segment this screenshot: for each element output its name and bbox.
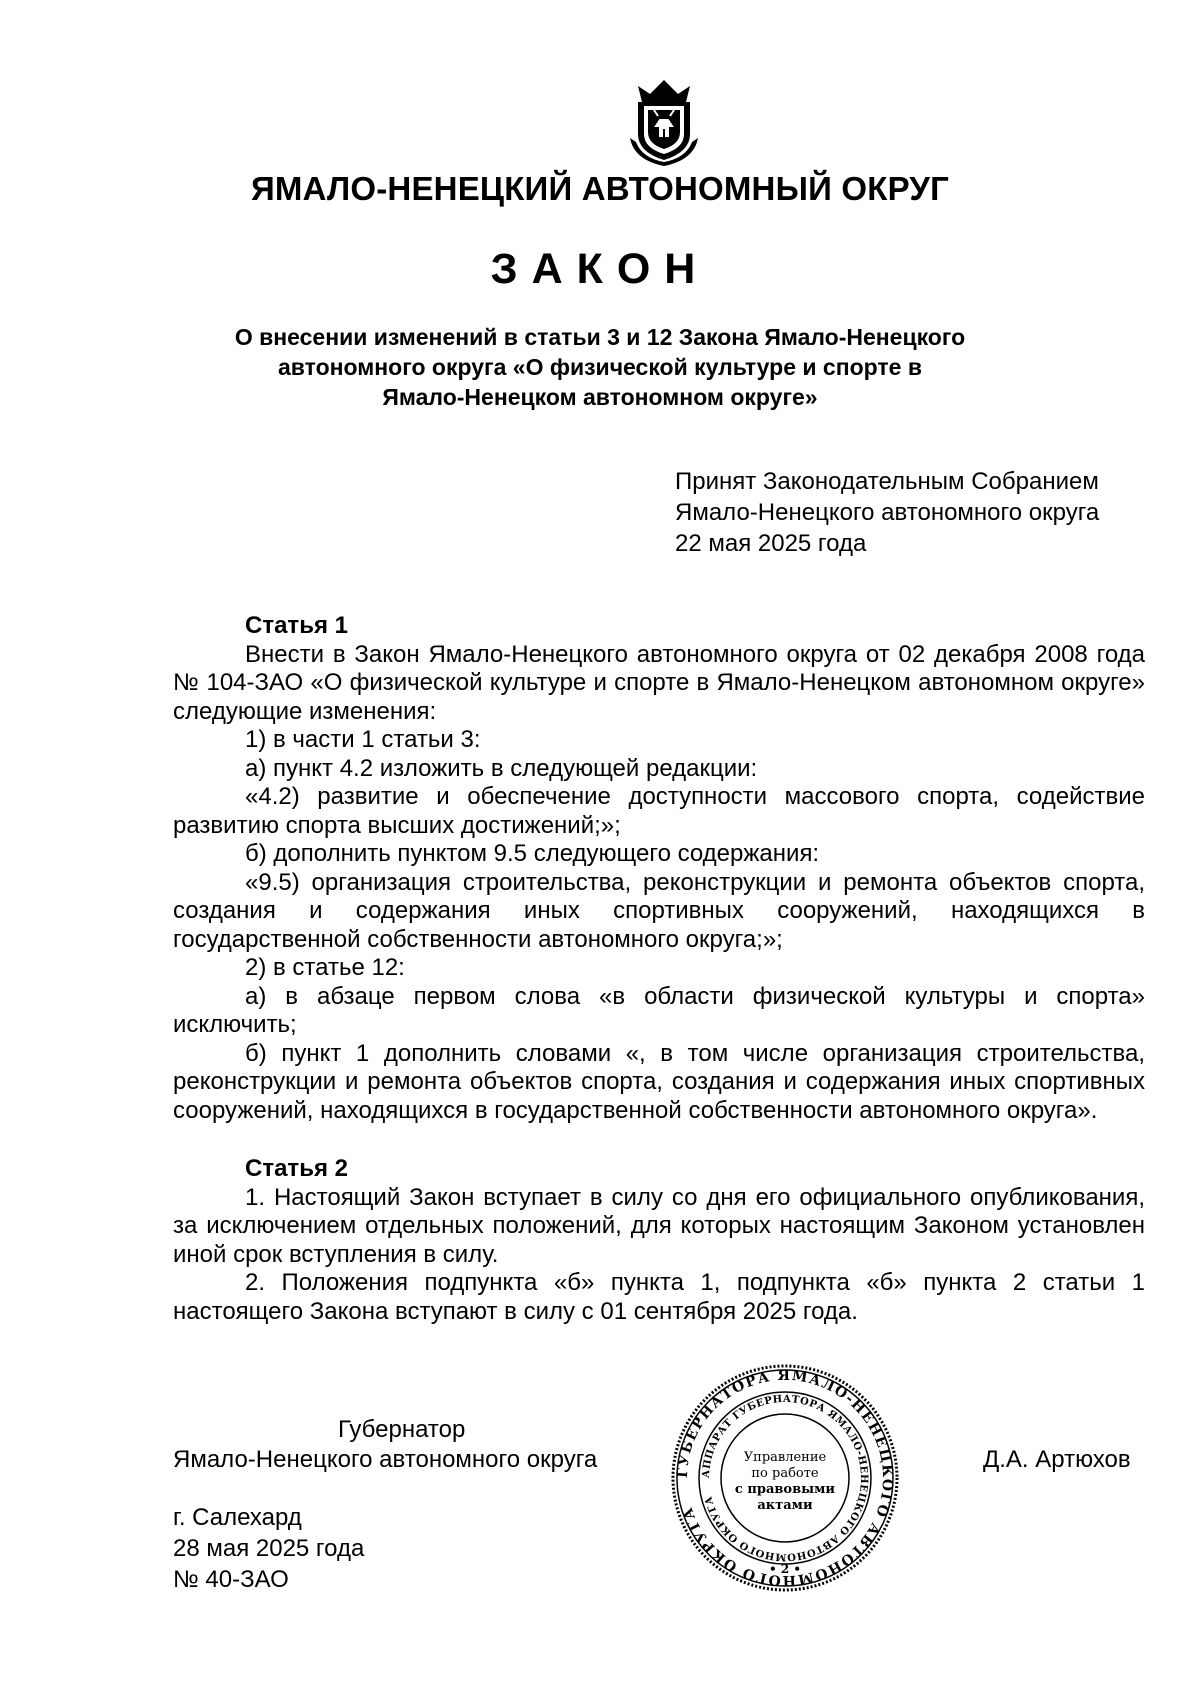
article-2-title: Статья 2 — [245, 1155, 348, 1182]
stamp-outer-text: ГУБЕРНАТОРА ЯМАЛО-НЕНЕЦКОГО АВТОНОМНОГО ОКРУГА — [674, 1367, 896, 1589]
article-2-paragraph: 2. Положения подпункта «б» пункта 1, подпункта «б» пункта 2 статьи 1 настоящего Закона вступают в силу с 01 сентября 2025 года. — [173, 1269, 1145, 1325]
footer-number: № 40-ЗАО — [173, 1566, 289, 1593]
article-2-paragraph: 1. Настоящий Закон вступает в силу со дня его официального опубликования, за исключением отдельных положений, для которых настоящим Законом установлен иной срок вступления в силу. — [173, 1183, 1145, 1268]
subject-line: автономного округа «О физической культуре и спорте в — [277, 354, 922, 380]
stamp-center-line: актами — [757, 1498, 813, 1513]
article-1-paragraph: Внести в Закон Ямало-Ненецкого автономного округа от 02 декабря 2008 года № 104-ЗАО «О физической культуре и спорте в Ямало-Ненецком автономном округе» следующие изменения: — [173, 640, 1145, 725]
signatory-name: Д.А. Артюхов — [983, 1446, 1131, 1473]
stamp-number: • 2 • — [768, 1562, 802, 1576]
law-body — [173, 612, 1145, 1326]
official-stamp — [670, 1363, 900, 1593]
stamp-center-line: с правовыми — [734, 1482, 836, 1497]
article-1-paragraph: б) дополнить пунктом 9.5 следующего содержания: — [245, 840, 820, 867]
document-type: ЗАКОН — [490, 245, 710, 293]
article-1-paragraph: 2) в статье 12: — [245, 954, 405, 981]
article-1-title: Статья 1 — [245, 612, 348, 639]
footer-city: г. Салехард — [173, 1504, 302, 1531]
adoption-line: Ямало-Ненецкого автономного округа — [675, 499, 1100, 526]
article-1-paragraph: «4.2) развитие и обеспечение доступности массового спорта, содействие развитию спорта высших достижений;»; — [173, 783, 1145, 839]
region-title: ЯМАЛО-НЕНЕЦКИЙ АВТОНОМНЫЙ ОКРУГ — [250, 170, 950, 207]
article-1-paragraph: 1) в части 1 статьи 3: — [245, 726, 481, 753]
law-subject — [0, 322, 1200, 412]
adoption-line: Принят Законодательным Собранием — [675, 468, 1099, 495]
article-1-paragraph: а) пункт 4.2 изложить в следующей редакции: — [245, 754, 758, 782]
document-footer — [173, 1502, 364, 1595]
signatory-title: Губернатор — [338, 1416, 466, 1443]
stamp-inner-text: АППАРАТ ГУБЕРНАТОРА ЯМАЛО-НЕНЕЦКОГО АВТОНОМНОГО ОКРУГА — [700, 1393, 870, 1563]
adoption-line: 22 мая 2025 года — [675, 530, 867, 557]
coat-of-arms-emblem — [628, 72, 700, 168]
footer-date: 28 мая 2025 года — [173, 1535, 365, 1562]
subject-line: О внесении изменений в статьи 3 и 12 Закона Ямало-Ненецкого — [234, 324, 966, 350]
stamp-center-line: Управление — [743, 1450, 827, 1465]
adoption-note — [675, 466, 1099, 559]
article-1-paragraph: б) пункт 1 дополнить словами «, в том числе организация строительства, реконструкции и ремонта объектов спорта, создания и содержания иных спортивных сооружений, находящихся в государственной собственности автономного округа». — [173, 1039, 1145, 1124]
article-1-paragraph: «9.5) организация строительства, реконструкции и ремонта объектов спорта, создания и содержания иных спортивных сооружений, находящихся в государственной собственности автономного округа;»; — [173, 868, 1145, 953]
subject-line: Ямало-Ненецком автономном округе» — [382, 384, 818, 410]
stamp-center-line: по работе — [751, 1466, 819, 1481]
signatory-region: Ямало-Ненецкого автономного округа — [173, 1446, 598, 1473]
article-1-paragraph: а) в абзаце первом слова «в области физической культуры и спорта» исключить; — [173, 982, 1145, 1038]
